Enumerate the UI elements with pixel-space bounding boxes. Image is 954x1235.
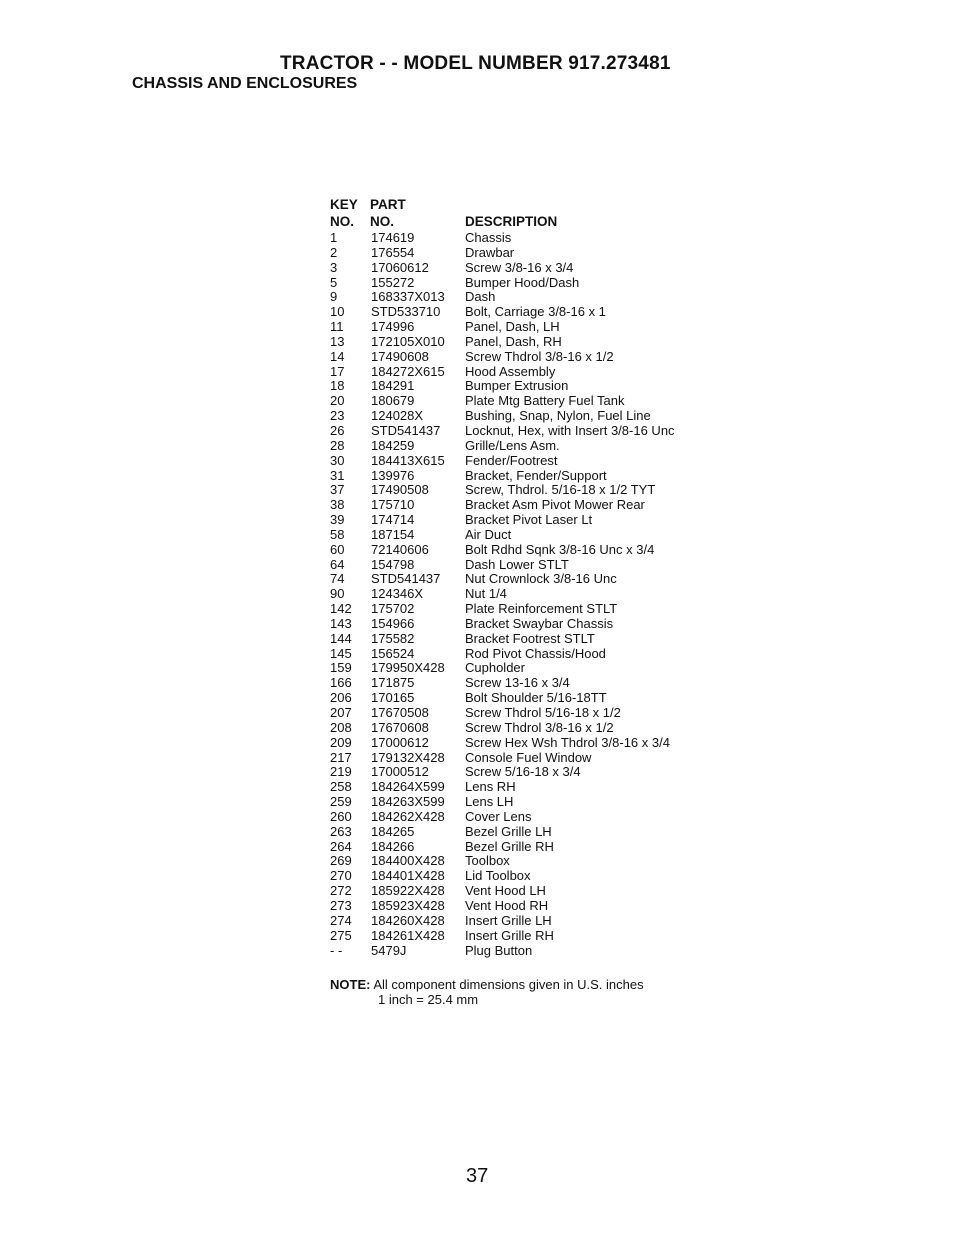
description-cell: Screw Thdrol 5/16-18 x 1/2 [465, 705, 621, 720]
key-no-cell: 37 [330, 482, 345, 498]
part-no-cell: 5479J [371, 942, 407, 958]
description-cell: Cover Lens [465, 808, 532, 824]
description-cell: Console Fuel Window [465, 749, 592, 765]
description-cell: Fender/Footrest [465, 452, 558, 468]
page-number: 37 [466, 1165, 489, 1187]
description-cell: Cupholder [465, 660, 525, 676]
description-cell: Nut Crownlock 3/8-16 Unc [465, 571, 617, 587]
description-cell: Bracket Pivot Laser Lt [465, 512, 593, 528]
description-header: DESCRIPTION [465, 214, 558, 229]
key-no-cell: 31 [330, 467, 345, 483]
description-cell: Screw 13-16 x 3/4 [465, 675, 570, 691]
description-cell: Bracket Asm Pivot Mower Rear [465, 497, 645, 513]
part-no-cell: 171875 [371, 675, 415, 691]
key-no-cell: 30 [330, 452, 345, 468]
key-no-cell: 145 [330, 645, 352, 661]
part-no-cell: 175582 [371, 630, 415, 646]
description-cell: Bumper Hood/Dash [465, 274, 580, 290]
part-no-cell: 175702 [371, 601, 415, 617]
key-no-cell: 9 [330, 289, 338, 305]
part-no-cell: 124028X [371, 408, 424, 424]
part-no-cell: 184266 [371, 838, 415, 854]
key-no-header-line2: NO. [330, 214, 355, 229]
part-no-cell: 180679 [371, 393, 415, 409]
part-no-cell: 154798 [371, 556, 415, 572]
description-cell: Vent Hood LH [465, 883, 546, 899]
description-cell: Bolt Shoulder 5/16-18TT [465, 690, 607, 706]
key-no-header-line1: KEY [330, 197, 358, 212]
key-no-cell: 259 [330, 794, 352, 810]
key-no-cell: 209 [330, 734, 352, 750]
description-cell: Screw Hex Wsh Thdrol 3/8-16 x 3/4 [465, 734, 670, 750]
part-no-cell: STD533710 [371, 304, 441, 320]
key-no-cell: 258 [330, 779, 352, 795]
part-no-cell: STD541437 [371, 422, 441, 438]
key-no-cell: 5 [330, 274, 338, 290]
description-cell: Chassis [465, 230, 512, 245]
key-no-cell: 10 [330, 304, 345, 320]
description-cell: Lens RH [465, 779, 516, 795]
key-no-cell: 273 [330, 897, 352, 913]
part-no-cell: 17000512 [371, 764, 429, 780]
description-cell: Bezel Grille RH [465, 838, 554, 854]
key-no-cell: 28 [330, 437, 345, 453]
part-no-cell: 17670608 [371, 719, 429, 735]
part-no-cell: 184263X599 [371, 794, 445, 810]
key-no-cell: 38 [330, 497, 345, 513]
part-no-cell: 154966 [371, 615, 415, 631]
key-no-cell: 74 [330, 571, 345, 587]
key-no-cell: 2 [330, 244, 338, 260]
key-no-cell: 270 [330, 868, 352, 884]
page-title: TRACTOR - - MODEL NUMBER 917.273481 [280, 53, 671, 74]
key-no-cell: 60 [330, 541, 345, 557]
part-no-cell: 17490508 [371, 482, 429, 498]
description-cell: Bezel Grille LH [465, 823, 552, 839]
part-no-cell: 172105X010 [371, 333, 445, 349]
description-cell: Bumper Extrusion [465, 378, 569, 394]
key-no-cell: 272 [330, 883, 352, 899]
key-no-cell: 90 [330, 586, 345, 602]
part-no-cell: 17060612 [371, 259, 429, 275]
description-cell: Nut 1/4 [465, 586, 507, 602]
key-no-cell: 142 [330, 601, 352, 617]
key-no-cell: 166 [330, 675, 352, 691]
part-no-cell: 179950X428 [371, 660, 445, 676]
part-no-header-line2: NO. [370, 214, 395, 229]
key-no-cell: 11 [330, 319, 344, 335]
part-no-cell: 175710 [371, 497, 415, 513]
part-no-cell: 184262X428 [371, 808, 445, 824]
part-no-cell: 184401X428 [371, 868, 445, 884]
description-cell: Bolt, Carriage 3/8-16 x 1 [465, 304, 606, 320]
description-cell: Bracket Swaybar Chassis [465, 615, 614, 631]
description-cell: Bushing, Snap, Nylon, Fuel Line [465, 408, 651, 424]
description-cell: Air Duct [465, 526, 512, 542]
description-cell: Toolbox [465, 853, 510, 869]
description-cell: Bolt Rdhd Sqnk 3/8-16 Unc x 3/4 [465, 541, 655, 557]
key-no-cell: 26 [330, 422, 345, 438]
part-no-cell: 184260X428 [371, 912, 445, 928]
part-no-cell: 184413X615 [371, 452, 445, 468]
part-no-cell: 184265 [371, 823, 415, 839]
key-no-cell: 39 [330, 512, 345, 528]
part-no-cell: 176554 [371, 244, 415, 260]
part-no-cell: 156524 [371, 645, 415, 661]
part-no-cell: 17670508 [371, 705, 429, 720]
note-line2: 1 inch = 25.4 mm [378, 992, 479, 1007]
part-no-cell: 185922X428 [371, 883, 445, 899]
part-no-cell: 155272 [371, 274, 415, 290]
note-line1: All component dimensions given in U.S. inches [373, 977, 644, 992]
description-cell: Vent Hood RH [465, 897, 549, 913]
part-no-cell: 17490608 [371, 348, 429, 364]
part-no-cell: STD541437 [371, 571, 441, 587]
key-no-cell: 217 [330, 749, 352, 765]
part-no-cell: 185923X428 [371, 897, 445, 913]
description-cell: Dash [465, 289, 496, 305]
key-no-cell: 143 [330, 615, 352, 631]
part-no-cell: 170165 [371, 690, 415, 706]
part-no-cell: 17000612 [371, 734, 429, 750]
key-no-cell: 275 [330, 927, 352, 943]
part-no-cell: 184261X428 [371, 927, 445, 943]
part-no-cell: 72140606 [371, 541, 429, 557]
part-no-cell: 179132X428 [371, 749, 445, 765]
description-cell: Plate Reinforcement STLT [465, 601, 618, 617]
key-no-cell: 274 [330, 912, 352, 928]
note [330, 977, 644, 1007]
description-cell: Insert Grille LH [465, 912, 552, 928]
key-no-cell: 159 [330, 660, 352, 676]
description-cell: Screw 5/16-18 x 3/4 [465, 764, 581, 780]
note-label: NOTE: [330, 977, 371, 992]
key-no-cell: 260 [330, 808, 352, 824]
key-no-cell: - - [330, 942, 343, 958]
part-no-header-line1: PART [370, 197, 406, 212]
part-no-cell: 184259 [371, 437, 415, 453]
key-no-cell: 207 [330, 705, 352, 720]
description-cell: Lens LH [465, 794, 514, 810]
key-no-cell: 206 [330, 690, 352, 706]
description-cell: Insert Grille RH [465, 927, 554, 943]
key-no-cell: 64 [330, 556, 345, 572]
part-no-cell: 124346X [371, 586, 424, 602]
key-no-cell: 269 [330, 853, 352, 869]
part-no-cell: 174714 [371, 512, 415, 528]
part-no-cell: 174996 [371, 319, 415, 335]
key-no-cell: 23 [330, 408, 345, 424]
description-cell: Lid Toolbox [465, 868, 531, 884]
description-cell: Panel, Dash, RH [465, 333, 562, 349]
key-no-cell: 264 [330, 838, 352, 854]
key-no-cell: 58 [330, 526, 345, 542]
part-no-cell: 174619 [371, 230, 415, 245]
part-no-cell: 184272X615 [371, 363, 445, 379]
key-no-cell: 219 [330, 764, 352, 780]
description-cell: Screw Thdrol 3/8-16 x 1/2 [465, 719, 614, 735]
part-no-cell: 139976 [371, 467, 415, 483]
part-no-cell: 184291 [371, 378, 415, 394]
part-no-cell: 187154 [371, 526, 415, 542]
description-cell: Screw, Thdrol. 5/16-18 x 1/2 TYT [465, 482, 656, 498]
key-no-cell: 18 [330, 378, 345, 394]
description-cell: Drawbar [465, 244, 515, 260]
key-no-cell: 3 [330, 259, 338, 275]
description-cell: Rod Pivot Chassis/Hood [465, 645, 606, 661]
key-no-cell: 263 [330, 823, 352, 839]
description-cell: Bracket Footrest STLT [465, 630, 595, 646]
description-cell: Hood Assembly [465, 363, 556, 379]
description-cell: Plug Button [465, 942, 533, 958]
part-no-cell: 184400X428 [371, 853, 445, 869]
part-no-cell: 168337X013 [371, 289, 445, 305]
key-no-cell: 208 [330, 719, 352, 735]
key-no-cell: 13 [330, 333, 345, 349]
description-cell: Grille/Lens Asm. [465, 437, 560, 453]
description-cell: Locknut, Hex, with Insert 3/8-16 Unc [465, 422, 675, 438]
key-no-cell: 20 [330, 393, 345, 409]
part-no-cell: 184264X599 [371, 779, 445, 795]
section-subtitle: CHASSIS AND ENCLOSURES [132, 75, 358, 92]
description-cell: Plate Mtg Battery Fuel Tank [465, 393, 625, 409]
key-no-cell: 17 [330, 363, 345, 379]
description-cell: Bracket, Fender/Support [465, 467, 607, 483]
key-no-cell: 14 [330, 348, 345, 364]
key-no-cell: 144 [330, 630, 352, 646]
description-cell: Panel, Dash, LH [465, 319, 560, 335]
key-no-cell: 1 [330, 230, 338, 245]
description-cell: Screw 3/8-16 x 3/4 [465, 259, 574, 275]
description-cell: Dash Lower STLT [465, 556, 569, 572]
description-cell: Screw Thdrol 3/8-16 x 1/2 [465, 348, 614, 364]
